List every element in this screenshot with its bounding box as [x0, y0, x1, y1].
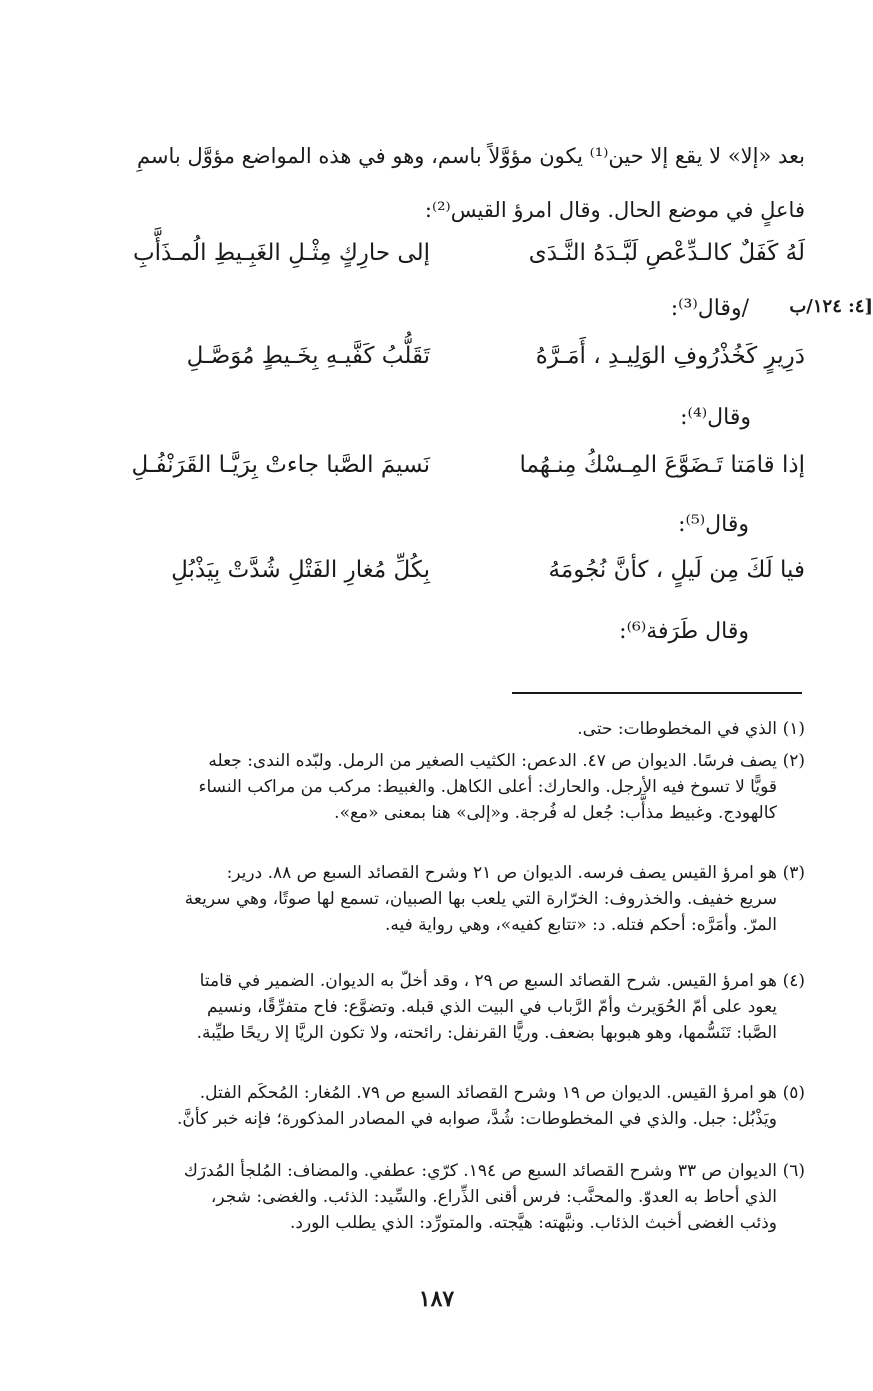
footnote-divider [512, 692, 802, 694]
said-heading-1: /وقال⁽³⁾: [670, 296, 749, 321]
footnote-4 [100, 968, 805, 1046]
verse-line-4 [105, 557, 805, 597]
said-heading-3: وقال⁽⁵⁾: [678, 512, 749, 537]
said-heading-2: وقال⁽⁴⁾: [680, 405, 751, 430]
footnote-3 [100, 860, 805, 938]
footnote-text: الديوان ص ٣٣ وشرح القصائد السبع ص ١٩٤. كرّي: عطفي. والمضاف: المُلجأ المُدرَك [183, 1161, 777, 1181]
footnote-text: يعود على أمّ الحُوَيرث وأمّ الرَّباب في البيت الذي قبله. وتضوَّع: فاح متفرِّقًا، ونسيم [206, 997, 777, 1017]
prose-line-1: بعد «إلا» لا يقع إلا حين⁽¹⁾ يكون مؤوَّلاً باسم، وهو في هذه المواضع مؤوَّل باسمِ [136, 144, 805, 168]
page-number: ١٨٧ [418, 1286, 455, 1312]
footnote-2 [100, 748, 805, 826]
footnote-text: ويَذْبُل: جبل. والذي في المخطوطات: شُدَّ، صوابه في المصادر المذكورة؛ فإنه خبر كأنَّ. [176, 1109, 777, 1129]
footnote-text: المرّ. وأمَرَّه: أحكم فتله. د: «تتابع كفيه»، وهي رواية فيه. [385, 915, 777, 935]
verse-ajuz: بِكُلِّ مُغارِ الفَتْلِ شُدَّتْ بِيَذْبُلِ [171, 557, 430, 583]
footnote-number: (١) [782, 719, 805, 739]
footnote-text: هو امرؤ القيس. الديوان ص ١٩ وشرح القصائد السبع ص ٧٩. المُغار: المُحكَم الفتل. [199, 1083, 777, 1103]
verse-sadr: إذا قامَتا تَـضَوَّعَ المِـسْكُ مِنـهُما [519, 452, 805, 478]
footnote-text: يصف فرسًا. الديوان ص ٤٧. الدعص: الكثيب الصغير من الرمل. ولبّده الندى: جعله [208, 751, 777, 771]
footnote-5 [100, 1080, 805, 1132]
verse-line-2 [105, 343, 805, 383]
footnote-number: (٣) [782, 863, 805, 883]
margin-reference: [٤: ١٢٤/ب [789, 296, 873, 317]
footnote-number: (٦) [782, 1161, 805, 1181]
footnote-1 [100, 716, 805, 742]
footnote-text: وذئب الغضى أخبث الذئاب. ونبَّهته: هيَّجته. والمتورِّد: الذي يطلب الورد. [289, 1213, 777, 1233]
footnote-text: الصَّبا: تَنَسُّمها، وهو هبوبها بضعف. وريًّا القرنفل: رائحته، ولا تكون الريَّا إلا ريحًا طيِّبة. [196, 1023, 777, 1043]
verse-line-1 [105, 240, 805, 280]
footnote-text: الذي في المخطوطات: حتى. [577, 719, 777, 739]
said-heading-4: وقال طَرَفة⁽⁶⁾: [619, 619, 749, 644]
footnote-number: (٢) [782, 751, 805, 771]
footnote-text: هو امرؤ القيس. شرح القصائد السبع ص ٢٩ ، وقد أخلّ به الديوان. الضمير في قامتا [199, 971, 777, 991]
footnote-text: قويًّا لا تسوخ فيه الأرجل. والحارك: أعلى الكاهل. والغبيط: مركب من مراكب النساء [198, 777, 777, 797]
verse-ajuz: نَسيمَ الصَّبا جاءتْ بِرَيَّـا القَرَنْفُـلِ [131, 452, 430, 478]
verse-line-3 [105, 452, 805, 492]
footnote-text: كالهودج. وغبيط مذأَّب: جُعل له فُرجة. و«إلى» هنا بمعنى «مع». [334, 803, 777, 823]
verse-ajuz: إلى حارِكٍ مِثْـلِ الغَبِـيطِ الُمـذَأَّبِ [132, 240, 430, 266]
verse-sadr: فيا لَكَ مِن لَيلٍ ، كأنَّ نُجُومَهُ [548, 557, 805, 583]
prose-line-2: فاعلٍ في موضع الحال. وقال امرؤ القيس⁽²⁾: [424, 198, 805, 222]
footnote-number: (٤) [782, 971, 805, 991]
footnote-number: (٥) [782, 1083, 805, 1103]
footnote-6 [100, 1158, 805, 1236]
verse-sadr: لَهُ كَفَلٌ كالـدِّعْصِ لَبَّـدَهُ النَّـدَى [528, 240, 805, 266]
footnote-text: سريع خفيف. والخذروف: الخرّارة التي يلعب بها الصبيان، تسمع لها صوتًا، وهي سريعة [184, 889, 777, 909]
verse-ajuz: تَقَلُّبُ كَفَّيـهِ بِخَـيطٍ مُوَصَّـلِ [186, 343, 430, 369]
footnote-text: هو امرؤ القيس يصف فرسه. الديوان ص ٢١ وشرح القصائد السبع ص ٨٨. درير: [226, 863, 777, 883]
verse-sadr: دَرِيرٍ كَخُذْرُوفِ الوَلِيـدِ ، أَمَـرَّهُ [535, 343, 805, 369]
footnote-text: الذي أحاط به العدوّ. والمحنَّب: فرس أقنى الذِّراع. والسِّيد: الذئب. والغضى: شجر، [210, 1187, 777, 1207]
